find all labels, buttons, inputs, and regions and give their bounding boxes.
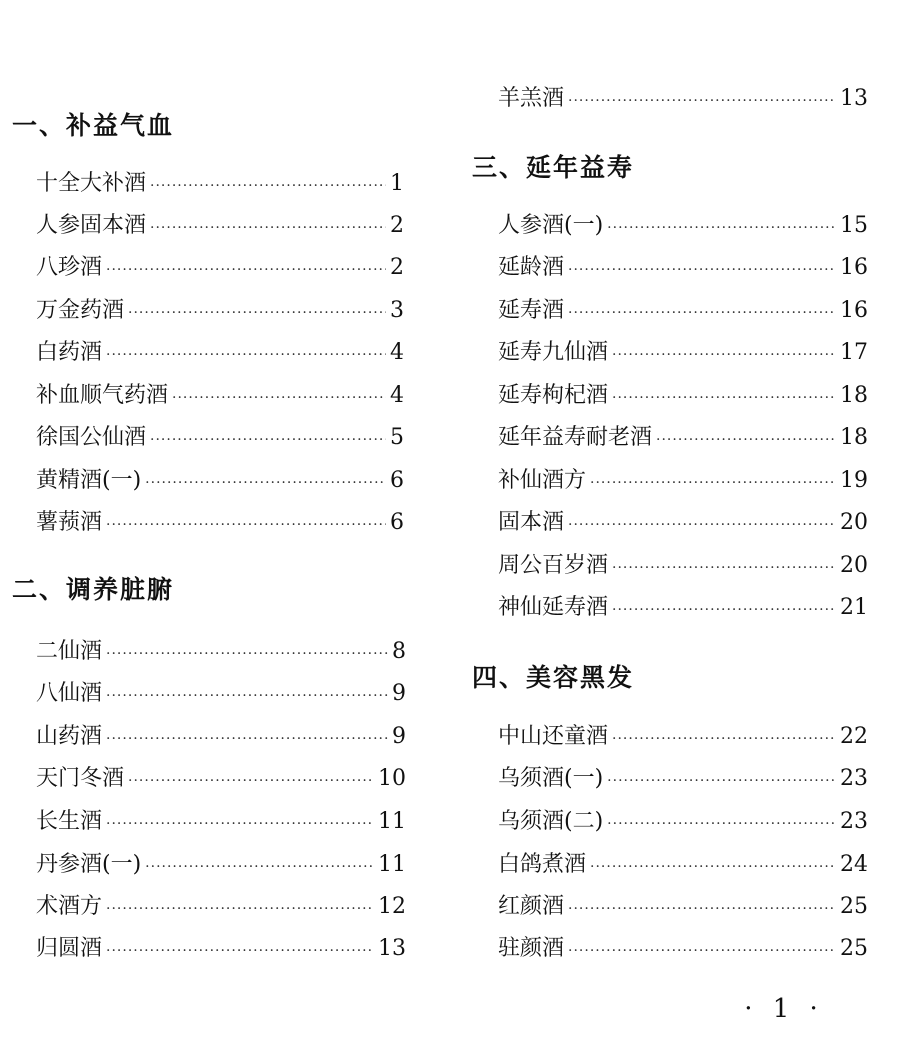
entry-title: 延年益寿耐老酒 xyxy=(498,425,653,450)
entry-title: 红颜酒 xyxy=(498,894,565,919)
section-heading-2: 二、调养脏腑 xyxy=(12,575,175,604)
toc-entry xyxy=(36,253,404,283)
entry-page: 9 xyxy=(392,724,406,749)
entry-page: 18 xyxy=(840,383,868,408)
entry-title: 人参固本酒 xyxy=(36,213,147,238)
entry-page: 16 xyxy=(840,298,868,323)
page-number: · 1 · xyxy=(744,994,824,1024)
toc-entry xyxy=(498,338,868,368)
entry-title: 延寿枸杞酒 xyxy=(498,383,609,408)
entry-page: 17 xyxy=(840,340,868,365)
toc-entry xyxy=(498,508,868,538)
toc-entry xyxy=(498,211,868,241)
dot-leader xyxy=(590,852,836,882)
toc-entry xyxy=(36,508,404,538)
toc-entry xyxy=(498,764,868,794)
entry-title: 万金药酒 xyxy=(36,298,125,323)
entry-title: 延寿酒 xyxy=(498,298,565,323)
entry-page: 9 xyxy=(392,681,406,706)
entry-title: 驻颜酒 xyxy=(498,936,565,961)
entry-title: 延寿九仙酒 xyxy=(498,340,609,365)
entry-page: 16 xyxy=(840,255,868,280)
entry-title: 丹参酒(一) xyxy=(36,852,142,877)
dot-leader xyxy=(106,639,388,669)
entry-title: 乌须酒(一) xyxy=(498,766,604,791)
toc-entry xyxy=(36,466,404,496)
dot-leader xyxy=(106,809,374,839)
entry-page: 3 xyxy=(390,298,404,323)
entry-page: 1 xyxy=(390,171,404,196)
entry-title: 薯蓣酒 xyxy=(36,510,103,535)
toc-entry xyxy=(498,551,868,581)
dot-leader xyxy=(106,724,388,754)
entry-page: 2 xyxy=(390,255,404,280)
entry-title: 乌须酒(二) xyxy=(498,809,604,834)
entry-title: 补仙酒方 xyxy=(498,468,587,493)
toc-entry xyxy=(498,807,868,837)
toc-entry xyxy=(36,637,406,667)
toc-entry xyxy=(36,423,404,453)
section-heading-1: 一、补益气血 xyxy=(12,111,175,140)
entry-title: 羊羔酒 xyxy=(498,86,565,111)
toc-entry xyxy=(36,296,404,326)
dot-leader xyxy=(612,724,836,754)
entry-page: 2 xyxy=(390,213,404,238)
entry-page: 13 xyxy=(378,936,406,961)
dot-leader xyxy=(150,213,386,243)
entry-title: 人参酒(一) xyxy=(498,213,604,238)
entry-title: 山药酒 xyxy=(36,724,103,749)
dot-leader xyxy=(128,298,386,328)
dot-leader xyxy=(568,510,836,540)
section-heading-4: 四、美容黑发 xyxy=(472,663,635,692)
dot-leader xyxy=(172,383,386,413)
toc-entry xyxy=(498,381,868,411)
dot-leader xyxy=(568,894,836,924)
entry-page: 25 xyxy=(840,894,868,919)
entry-page: 8 xyxy=(392,639,406,664)
dot-leader xyxy=(568,298,836,328)
dot-leader xyxy=(568,936,836,966)
dot-leader xyxy=(607,213,836,243)
entry-title: 天门冬酒 xyxy=(36,766,125,791)
entry-title: 八仙酒 xyxy=(36,681,103,706)
entry-page: 12 xyxy=(378,894,406,919)
dot-leader xyxy=(568,86,836,116)
dot-leader xyxy=(607,809,836,839)
dot-leader xyxy=(106,255,386,285)
entry-page: 6 xyxy=(390,468,404,493)
dot-leader xyxy=(106,681,388,711)
toc-entry xyxy=(36,807,406,837)
entry-title: 徐国公仙酒 xyxy=(36,425,147,450)
dot-leader xyxy=(612,340,836,370)
entry-page: 5 xyxy=(390,425,404,450)
entry-page: 4 xyxy=(390,383,404,408)
entry-page: 4 xyxy=(390,340,404,365)
toc-entry xyxy=(36,722,406,752)
entry-page: 10 xyxy=(378,766,406,791)
entry-title: 黄精酒(一) xyxy=(36,468,142,493)
toc-entry xyxy=(36,169,404,199)
toc-entry xyxy=(36,381,404,411)
entry-page: 13 xyxy=(840,86,868,111)
dot-leader xyxy=(612,595,836,625)
entry-title: 中山还童酒 xyxy=(498,724,609,749)
entry-page: 24 xyxy=(840,852,868,877)
dot-leader xyxy=(612,553,836,583)
toc-entry xyxy=(498,84,868,114)
entry-title: 十全大补酒 xyxy=(36,171,147,196)
toc-entry xyxy=(498,850,868,880)
entry-title: 术酒方 xyxy=(36,894,103,919)
entry-title: 白鸽煮酒 xyxy=(498,852,587,877)
dot-leader xyxy=(145,468,386,498)
dot-leader xyxy=(150,425,386,455)
dot-leader xyxy=(568,255,836,285)
toc-entry xyxy=(498,892,868,922)
entry-page: 19 xyxy=(840,468,868,493)
dot-leader xyxy=(106,340,386,370)
entry-title: 神仙延寿酒 xyxy=(498,595,609,620)
entry-page: 11 xyxy=(378,809,406,834)
entry-page: 11 xyxy=(378,852,406,877)
toc-entry xyxy=(498,423,868,453)
toc-entry xyxy=(36,850,406,880)
entry-page: 20 xyxy=(840,553,868,578)
entry-title: 归圆酒 xyxy=(36,936,103,961)
entry-page: 25 xyxy=(840,936,868,961)
entry-title: 二仙酒 xyxy=(36,639,103,664)
entry-title: 八珍酒 xyxy=(36,255,103,280)
entry-title: 周公百岁酒 xyxy=(498,553,609,578)
dot-leader xyxy=(106,510,386,540)
dot-leader xyxy=(106,936,374,966)
entry-page: 23 xyxy=(840,766,868,791)
toc-entry xyxy=(36,764,406,794)
dot-leader xyxy=(656,425,836,455)
toc-entry xyxy=(36,934,406,964)
toc-entry xyxy=(498,466,868,496)
entry-page: 23 xyxy=(840,809,868,834)
toc-entry xyxy=(36,892,406,922)
toc-entry xyxy=(498,296,868,326)
toc-entry xyxy=(498,593,868,623)
toc-entry xyxy=(498,253,868,283)
section-heading-3: 三、延年益寿 xyxy=(472,153,635,182)
entry-title: 长生酒 xyxy=(36,809,103,834)
entry-title: 延龄酒 xyxy=(498,255,565,280)
entry-page: 21 xyxy=(840,595,868,620)
entry-page: 20 xyxy=(840,510,868,535)
toc-entry xyxy=(498,934,868,964)
dot-leader xyxy=(145,852,374,882)
toc-entry xyxy=(36,338,404,368)
entry-page: 18 xyxy=(840,425,868,450)
toc-entry xyxy=(36,679,406,709)
dot-leader xyxy=(150,171,386,201)
entry-page: 22 xyxy=(840,724,868,749)
entry-title: 固本酒 xyxy=(498,510,565,535)
dot-leader xyxy=(612,383,836,413)
dot-leader xyxy=(607,766,836,796)
entry-title: 补血顺气药酒 xyxy=(36,383,169,408)
dot-leader xyxy=(106,894,374,924)
entry-page: 6 xyxy=(390,510,404,535)
toc-entry xyxy=(36,211,404,241)
dot-leader xyxy=(128,766,374,796)
entry-title: 白药酒 xyxy=(36,340,103,365)
dot-leader xyxy=(590,468,836,498)
entry-page: 15 xyxy=(840,213,868,238)
toc-entry xyxy=(498,722,868,752)
